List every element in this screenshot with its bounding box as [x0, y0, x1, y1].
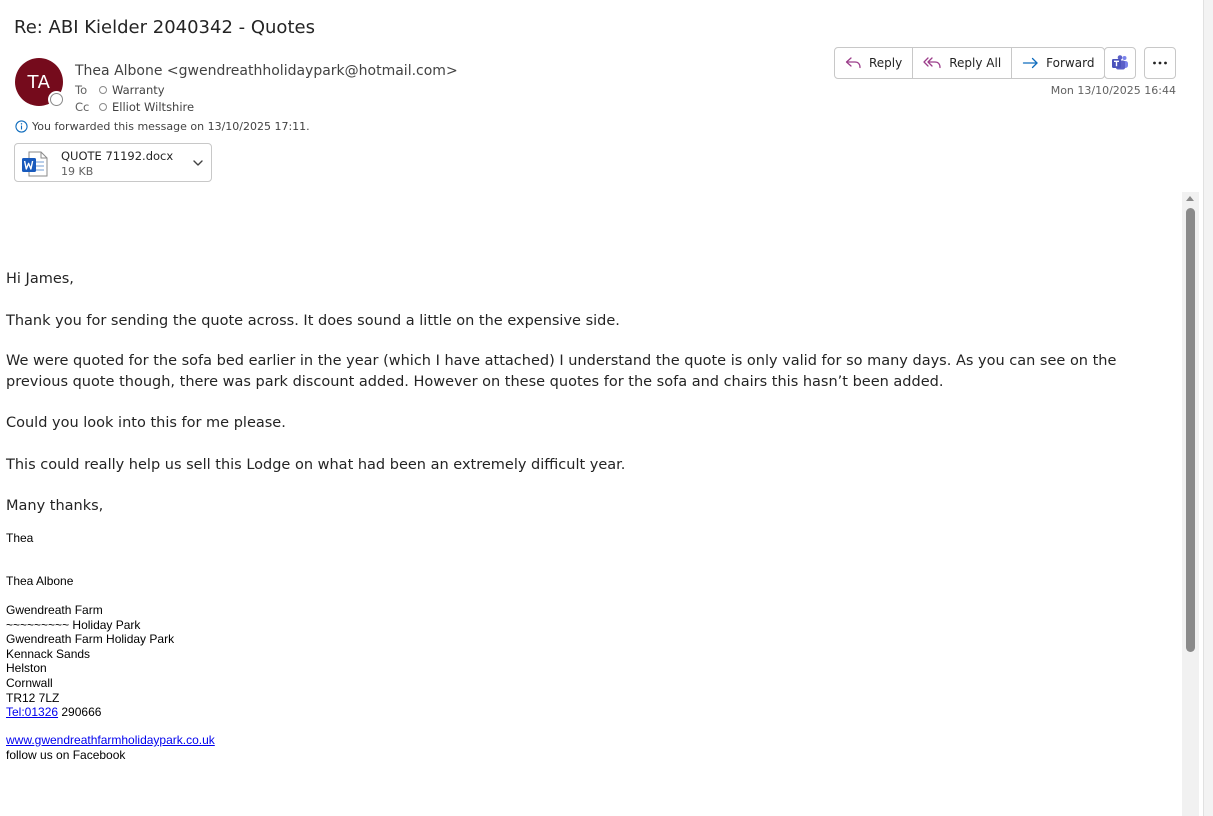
received-timestamp: Mon 13/10/2025 16:44 — [1050, 84, 1176, 97]
signature-tilde-line: ~~~~~~~~~ Holiday Park — [6, 617, 141, 632]
reply-actions-group — [834, 47, 1105, 79]
scroll-up-arrow-icon[interactable] — [1186, 196, 1194, 201]
body-paragraph-4: This could really help us sell this Lodge on what had been an extremely difficult year. — [6, 457, 626, 473]
forward-notice — [15, 120, 310, 133]
word-document-icon — [21, 150, 49, 178]
website-link[interactable]: www.gwendreathfarmholidaypark.co.uk — [6, 733, 215, 747]
forward-notice-text: You forwarded this message on 13/10/2025 17:11. — [32, 120, 310, 133]
reply-all-icon — [923, 56, 942, 70]
reply-all-button[interactable] — [912, 48, 1011, 78]
scrollbar-thumb[interactable] — [1186, 208, 1195, 652]
reply-button[interactable] — [835, 48, 912, 78]
signature-address-block — [6, 603, 174, 720]
reply-icon — [845, 56, 862, 70]
signature-first-name: Thea — [6, 531, 34, 545]
forward-button[interactable] — [1011, 48, 1104, 78]
attachment-size: 19 KB — [61, 165, 94, 178]
to-label: To — [75, 83, 88, 97]
to-recipient[interactable]: Warranty — [112, 83, 165, 97]
signature-web-block — [6, 733, 215, 762]
signature-area: Kennack Sands — [6, 646, 91, 661]
reply-all-label: Reply All — [949, 56, 1002, 70]
signature-town: Helston — [6, 661, 47, 676]
teams-icon — [1111, 54, 1129, 72]
to-row — [75, 83, 165, 97]
signature-full-name: Thea Albone — [6, 574, 74, 588]
cc-label: Cc — [75, 100, 90, 114]
phone-link[interactable]: Tel:01326 — [6, 705, 59, 720]
teams-button[interactable] — [1104, 47, 1136, 79]
signature-park: Gwendreath Farm Holiday Park — [6, 632, 175, 647]
body-paragraph-3: Could you look into this for me please. — [6, 415, 286, 431]
more-options-icon — [1152, 61, 1168, 65]
recipient-presence-icon — [99, 103, 107, 111]
sender-name[interactable]: Thea Albone <gwendreathholidaypark@hotmail.com> — [75, 63, 458, 79]
cc-recipient[interactable]: Elliot Wiltshire — [112, 100, 195, 114]
forward-label: Forward — [1046, 56, 1095, 70]
cc-row — [75, 100, 194, 114]
signature-county: Cornwall — [6, 675, 53, 690]
forward-icon — [1022, 56, 1039, 70]
body-greeting: Hi James, — [6, 271, 74, 287]
more-options-button[interactable] — [1144, 47, 1176, 79]
avatar-initials: TA — [27, 71, 51, 93]
signature-postcode: TR12 7LZ — [6, 690, 60, 705]
reply-label: Reply — [869, 56, 903, 70]
email-subject: Re: ABI Kielder 2040342 - Quotes — [14, 17, 315, 38]
window-edge — [1203, 0, 1213, 816]
presence-status-icon — [50, 93, 63, 106]
attachment-card[interactable] — [14, 143, 212, 182]
signature-company: Gwendreath Farm — [6, 603, 103, 617]
info-icon — [15, 120, 28, 133]
signature-phone — [6, 705, 174, 720]
recipient-presence-icon — [99, 86, 107, 94]
body-paragraph-1: Thank you for sending the quote across. It does sound a little on the expensive side. — [6, 313, 620, 329]
attachment-name: QUOTE 71192.docx — [61, 149, 174, 163]
signature-facebook: follow us on Facebook — [6, 747, 126, 762]
body-paragraph-2: We were quoted for the sofa bed earlier in the year (which I have attached) I understand the quote is only valid for so many days. As you can see on the previous quote though, there was park discount added. However on these quotes for the sofa and chairs this hasn’t been added. — [6, 353, 1117, 390]
body-closing: Many thanks, — [6, 498, 104, 514]
phone-number-rest: 290666 — [58, 705, 102, 720]
chevron-down-icon[interactable] — [191, 156, 205, 170]
